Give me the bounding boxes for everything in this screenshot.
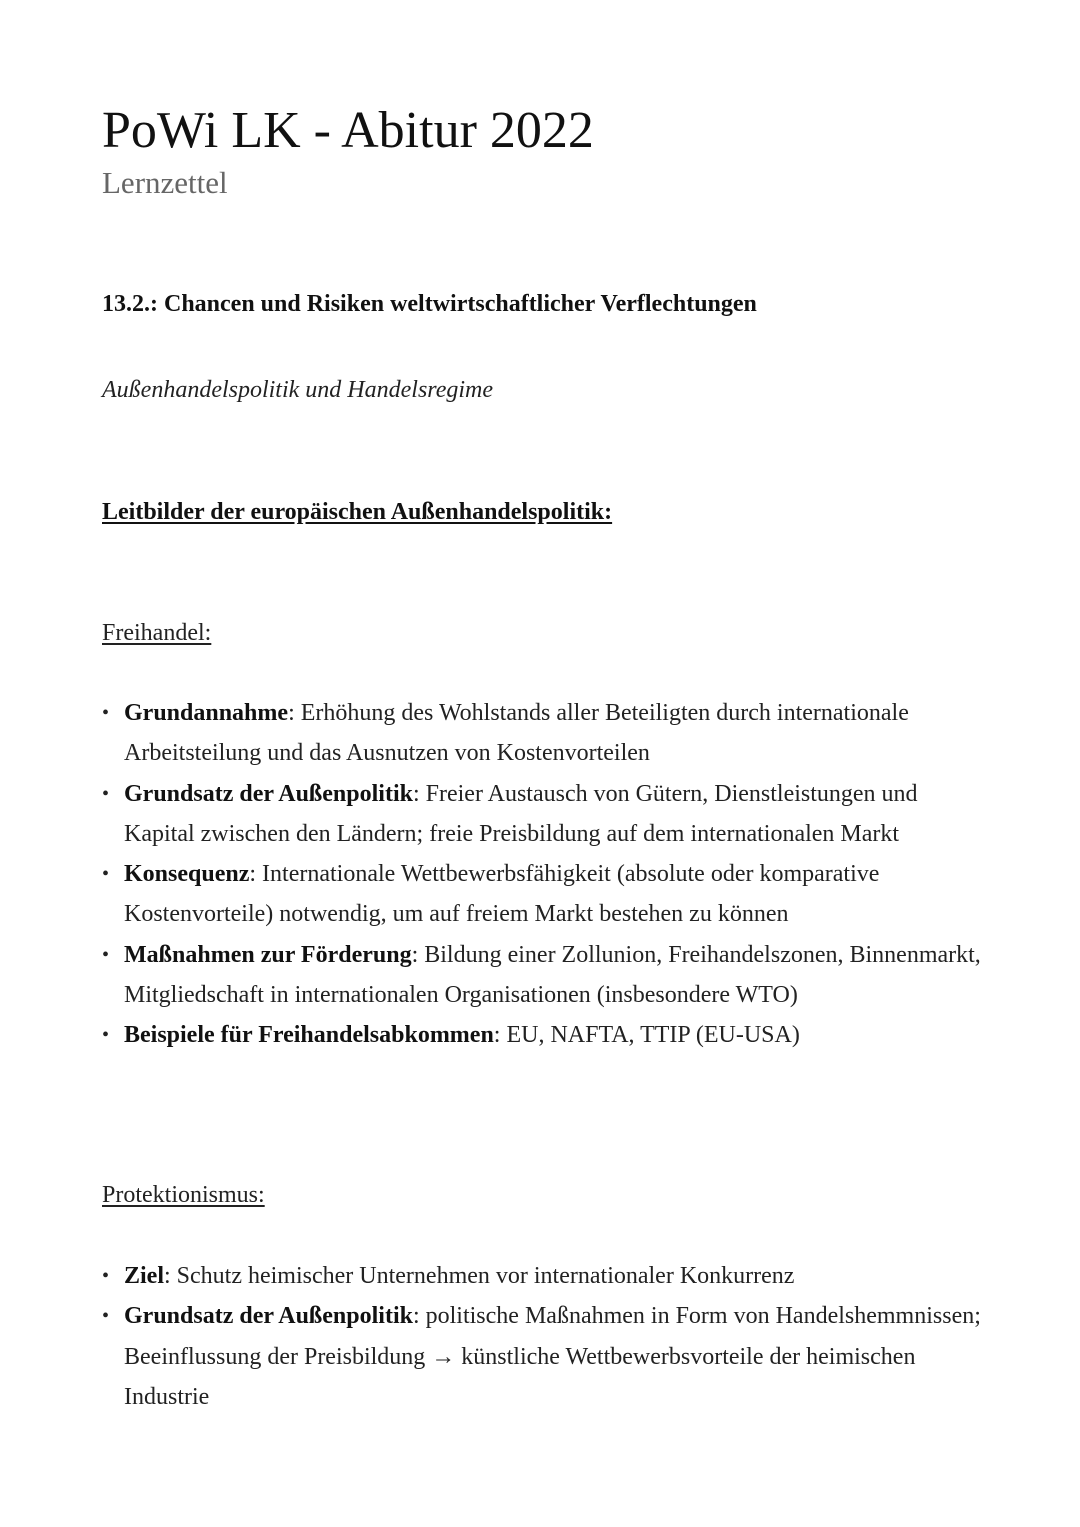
list-item <box>102 1296 982 1417</box>
list-item-text: : Erhöhung des Wohlstands aller Beteiligten durch internationale Arbeitsteilung und das Ausnutzen von Kostenvorteilen <box>124 700 909 767</box>
list-item-text: : EU, NAFTA, TTIP (EU-USA) <box>493 1022 800 1049</box>
list-item-term: Maßnahmen zur Förderung <box>124 941 412 968</box>
bullet-icon: • <box>102 782 110 805</box>
list-item-term: Grundsatz der Außenpolitik <box>124 780 413 807</box>
bullet-icon: • <box>102 1024 110 1047</box>
main-heading: Leitbilder der europäischen Außenhandelspolitik: <box>102 499 613 525</box>
topic-heading: Außenhandelspolitik und Handelsregime <box>102 377 494 403</box>
list-item-term: Grundannahme <box>124 700 289 726</box>
protektionismus-heading: Protektionismus: <box>102 1182 265 1208</box>
bullet-icon: • <box>102 702 110 724</box>
bullet-icon: • <box>102 863 110 886</box>
bullet-icon: • <box>102 1265 110 1287</box>
list-item-text: : Freier Austausch von Gütern, Dienstleistungen und Kapital zwischen den Ländern; freie Preisbildung auf dem internationalen Markt <box>124 780 918 847</box>
protektionismus-list <box>102 1256 982 1417</box>
list-item <box>102 1015 982 1055</box>
list-item <box>102 854 982 935</box>
list-item <box>102 935 982 1016</box>
list-item <box>102 693 982 774</box>
section-heading: 13.2.: Chancen und Risiken weltwirtschaftlicher Verflechtungen <box>102 291 757 317</box>
list-item-text: : Schutz heimischer Unternehmen vor internationaler Konkurrenz <box>164 1263 795 1289</box>
page-subtitle: Lernzettel <box>102 165 228 200</box>
list-item-term: Ziel <box>124 1263 164 1289</box>
bullet-icon: • <box>102 1305 110 1328</box>
bullet-icon: • <box>102 943 110 966</box>
list-item-term: Beispiele für Freihandelsabkommen <box>124 1022 494 1049</box>
list-item-text: : Bildung einer Zollunion, Freihandelszonen, Binnenmarkt, Mitgliedschaft in internationalen Organisationen (insbesondere WTO) <box>124 941 981 1009</box>
list-item <box>102 774 982 855</box>
list-item-term: Konsequenz <box>124 861 250 888</box>
list-item-text: : politische Maßnahmen in Form von Handelshemmnissen; Beeinflussung der Preisbildung → künstliche Wettbewerbsvorteile der heimischen Industrie <box>124 1303 981 1410</box>
list-item <box>102 1256 982 1296</box>
page-title: PoWi LK - Abitur 2022 <box>102 102 594 159</box>
list-item-text: : Internationale Wettbewerbsfähigkeit (absolute oder komparative Kostenvorteile) notwendig, um auf freiem Markt bestehen zu können <box>124 861 880 928</box>
list-item-term: Grundsatz der Außenpolitik <box>124 1303 413 1330</box>
freihandel-heading: Freihandel: <box>102 620 212 646</box>
freihandel-list <box>102 693 982 1056</box>
